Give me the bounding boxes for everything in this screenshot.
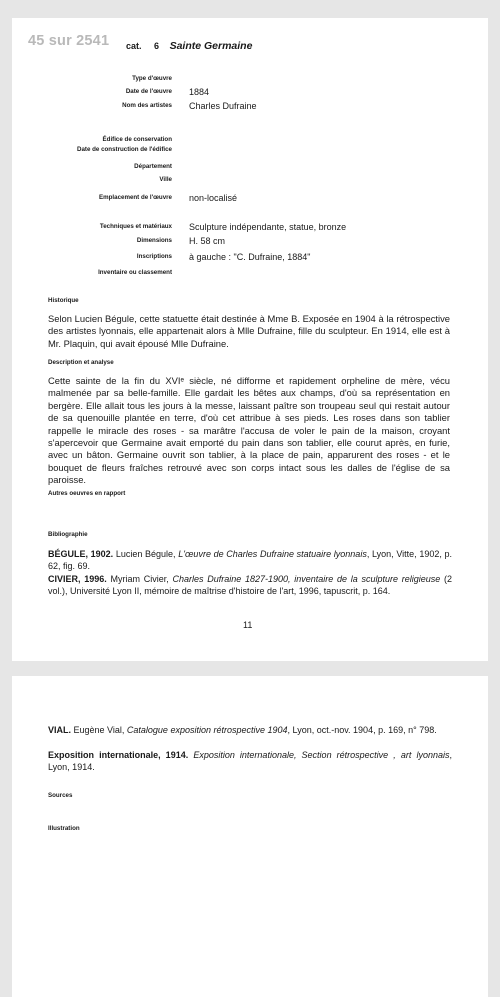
description-heading: Description et analyse: [48, 359, 114, 366]
field-label: Ville: [159, 176, 172, 183]
field-value: 1884: [189, 87, 210, 97]
bibliography-entry: [48, 548, 452, 572]
illustration-heading: Illustration: [48, 825, 80, 832]
field-label: Date de l'œuvre: [125, 88, 172, 95]
bib-title: Catalogue exposition rétrospective 1904: [126, 725, 288, 735]
field-label: Nom des artistes: [122, 102, 172, 109]
page-number: 11: [243, 620, 253, 630]
bib-title: Exposition internationale, Section rétrospective , art lyonnais: [193, 750, 450, 760]
field-label: Emplacement de l'œuvre: [99, 194, 172, 201]
bibliography-entry: [48, 573, 452, 597]
bib-key: VIAL.: [48, 725, 72, 735]
bib-details: (2 vol.), Université Lyon II, mémoire de maîtrise d'histoire de l'art, 1996, tapuscrit, p. 164.: [48, 574, 452, 596]
field-label: Inscriptions: [136, 253, 172, 260]
field-value: H. 58 cm: [189, 236, 226, 246]
bib-title: L'œuvre de Charles Dufraine statuaire lyonnais: [178, 549, 367, 559]
autres-oeuvres-heading: Autres oeuvres en rapport: [48, 490, 126, 497]
bibliography-entry: [48, 749, 452, 773]
field-label: Inventaire ou classement: [98, 269, 172, 276]
field-label: Date de construction de l'édifice: [77, 146, 172, 153]
field-label: Édifice de conservation: [102, 136, 172, 143]
bib-details: , Lyon, Vitte, 1902, p. 62, fig. 69.: [48, 549, 453, 571]
field-value: Charles Dufraine: [189, 101, 257, 111]
historique-text: Selon Lucien Bégule, cette statuette était destinée à Mme B. Exposée en 1904 à la rétrospective des artistes lyonnais, elle appartenait alors à Mlle Dufraine, fille du sculpteur. En 1914, elle est à Mr. Plaquin, qui avait épousé Mlle Dufraine.: [48, 313, 450, 349]
bibliography-entry: [48, 724, 452, 736]
page-counter: 45 sur 2541: [28, 33, 110, 49]
bib-author: Eugène Vial,: [71, 725, 127, 735]
catalog-header: [126, 40, 252, 52]
catalog-label: cat.: [126, 41, 142, 51]
catalog-title: Sainte Germaine: [169, 40, 253, 52]
field-label: Département: [134, 163, 172, 170]
bib-key: BÉGULE, 1902.: [48, 549, 114, 559]
field-value: Sculpture indépendante, statue, bronze: [189, 222, 347, 232]
field-label: Dimensions: [136, 237, 172, 244]
bib-details: , Lyon, 1914.: [48, 750, 452, 772]
catalog-number: 6: [154, 41, 160, 51]
bibliographie-heading: Bibliographie: [48, 531, 88, 538]
description-text: Cette sainte de la fin du XVIᵉ siècle, né difforme et rapidement orpheline de mère, vécu malmenée par sa belle-famille. Elle gardait les bêtes aux champs, d'où sa représentation en bergère. Elle allait tous les jours à la messe, laissant paître son troupeau seul qui restait autour de sa quenouille plantée en terre, d'où cet attribue à ses pieds. Les roses dans son tablier rappelle le miracle des roses - sa marâtre l'accusa de voler le pain de la maison, croyant s'apercevoir que Germaine avait emporté du pain dans son tablier, elle courut après, en furie, avec un bâton. Germaine ouvrit son tablier, à la place de pain, apparurent des roses - et le bouquet de fleurs fraîches retrouvé avec son corps intact sous les dalles de l'église de sa paroisse.: [48, 375, 450, 486]
sources-heading: Sources: [48, 792, 73, 799]
bib-author: Lucien Bégule,: [113, 549, 179, 559]
field-label: Type d'œuvre: [132, 75, 172, 82]
bib-author: Myriam Civier,: [106, 574, 173, 584]
field-value: à gauche : "C. Dufraine, 1884": [189, 252, 311, 262]
field-value: non-localisé: [189, 193, 238, 203]
bib-title: Charles Dufraine 1827-1900, inventaire de la sculpture religieuse: [172, 574, 441, 584]
bib-details: , Lyon, oct.-nov. 1904, p. 169, n° 798.: [287, 725, 437, 735]
historique-heading: Historique: [48, 297, 79, 304]
field-label: Techniques et matériaux: [99, 223, 172, 230]
bib-key: CIVIER, 1996.: [48, 574, 107, 584]
bib-key: Exposition internationale, 1914.: [48, 750, 189, 760]
